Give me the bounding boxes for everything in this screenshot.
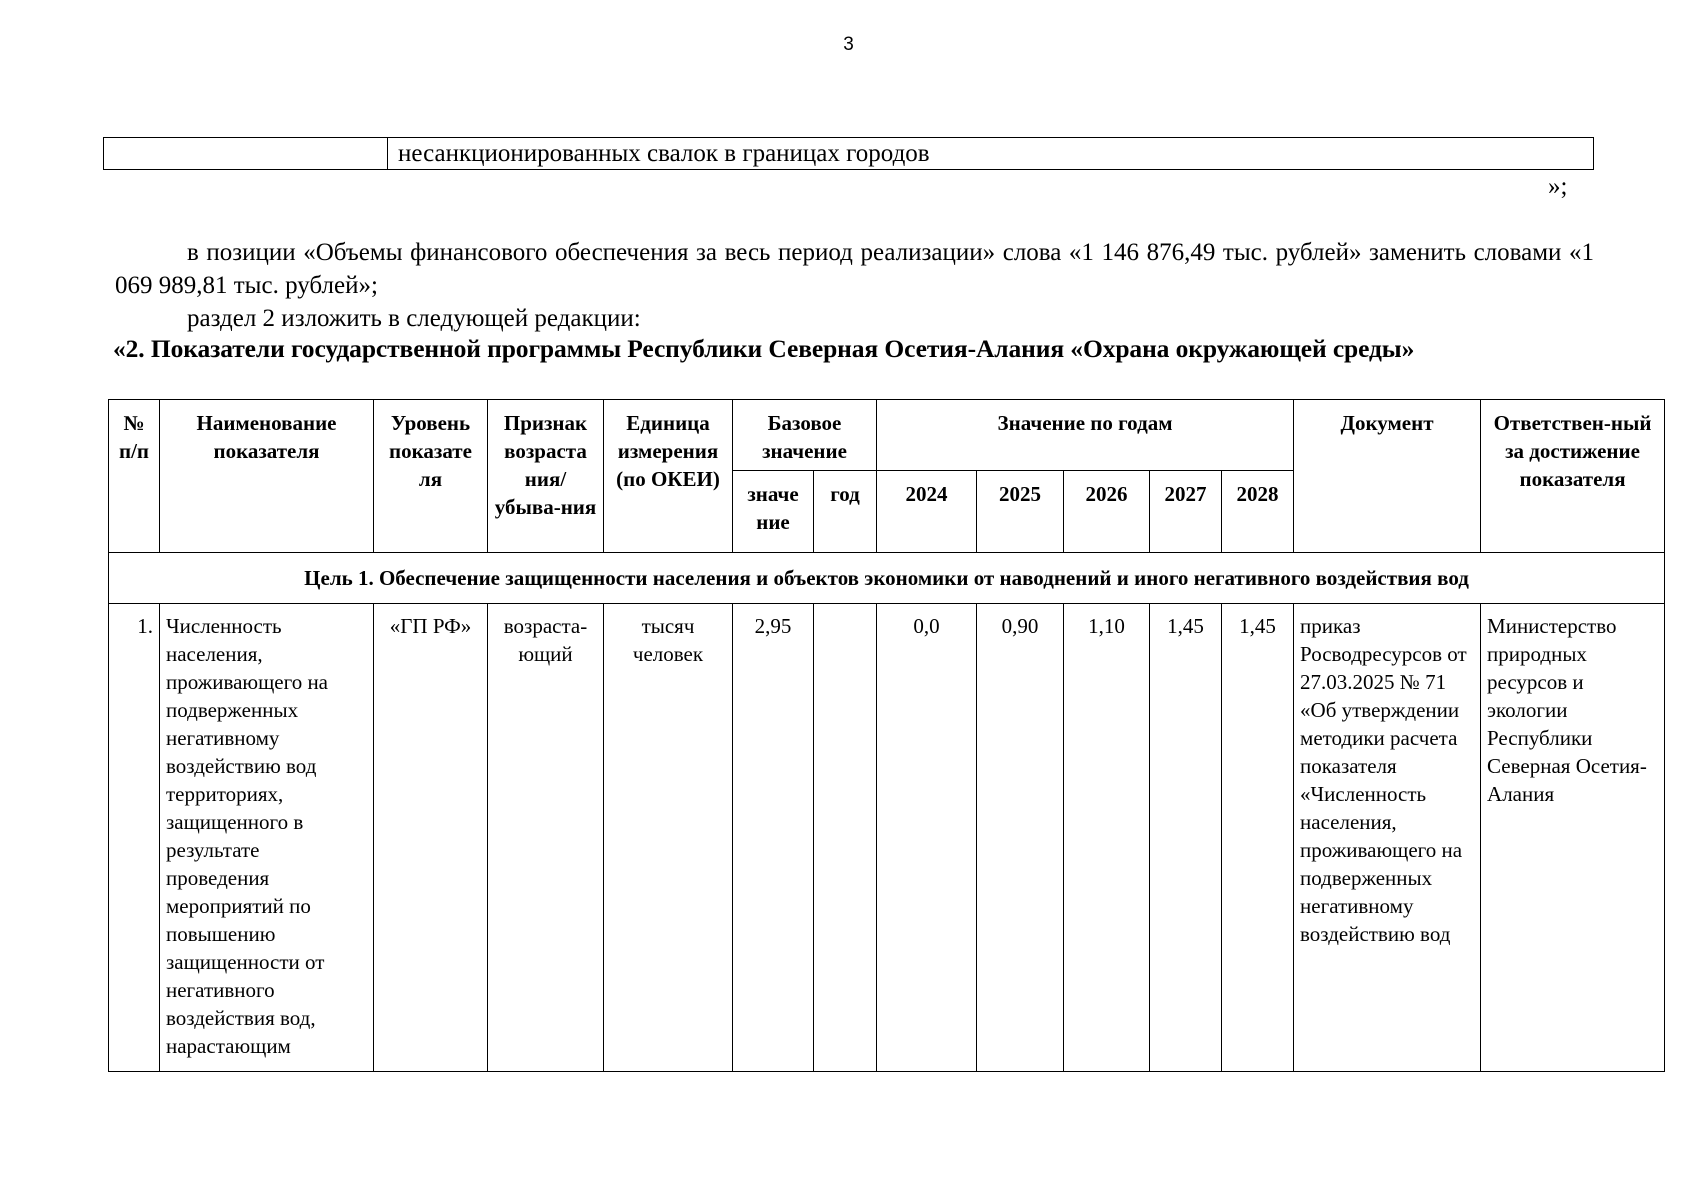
header-years-group: Значение по годам [877, 400, 1294, 471]
header-responsible: Ответствен-ный за достижение показателя [1481, 400, 1665, 553]
cell-value-2028: 1,45 [1222, 604, 1294, 1072]
indicators-table [108, 399, 1665, 1072]
cell-document: приказ Росводресурсов от 27.03.2025 № 71 «Об утверждении методики расчета показателя «Численность населения, проживающего на подверженных негативному воздействию вод [1294, 604, 1481, 1072]
header-year: 2027 [1150, 471, 1222, 553]
header-year: 2025 [977, 471, 1064, 553]
header-document: Документ [1294, 400, 1481, 553]
paragraph-financing: в позиции «Объемы финансового обеспечения за весь период реализации» слова «1 146 876,49 тыс. рублей» заменить словами «1 069 989,81 тыс. рублей»; [115, 239, 1594, 299]
cell-base-year [814, 604, 877, 1072]
cell-value-2027: 1,45 [1150, 604, 1222, 1072]
cell-unit: тысяч человек [604, 604, 733, 1072]
header-row [109, 400, 1665, 471]
header-year: 2028 [1222, 471, 1294, 553]
header-level: Уровень показате ля [374, 400, 488, 553]
cell-num: 1. [109, 604, 160, 1072]
section-heading: «2. Показатели государственной программы Республики Северная Осетия-Алания «Охрана окружающей среды» [113, 334, 1415, 363]
cell-value-2024: 0,0 [877, 604, 977, 1072]
header-name: Наименование показателя [160, 400, 374, 553]
paragraph-section-edit: раздел 2 изложить в следующей редакции: [187, 305, 641, 332]
cell-value-2025: 0,90 [977, 604, 1064, 1072]
continued-table [103, 137, 1594, 170]
cell-level: «ГП РФ» [374, 604, 488, 1072]
header-base-value: значе ние [733, 471, 814, 553]
table-row [109, 604, 1665, 1072]
goal-row [109, 553, 1665, 604]
closing-quote: »; [1548, 173, 1568, 200]
header-sign: Признак возраста ния/ убыва-ния [488, 400, 604, 553]
goal-cell: Цель 1. Обеспечение защищенности населения и объектов экономики от наводнений и иного негативного воздействия вод [109, 553, 1665, 604]
cell-base-value: 2,95 [733, 604, 814, 1072]
page-number: 3 [843, 34, 854, 55]
cell-value-2026: 1,10 [1064, 604, 1150, 1072]
header-unit: Единица измерения (по ОКЕИ) [604, 400, 733, 553]
table-cell: несанкционированных свалок в границах городов [388, 138, 1594, 170]
header-num: № п/п [109, 400, 160, 553]
header-year: 2024 [877, 471, 977, 553]
table-row [104, 138, 1594, 170]
cell-responsible: Министерство природных ресурсов и экологии Республики Северная Осетия-Алания [1481, 604, 1665, 1072]
header-base: Базовое значение [733, 400, 877, 471]
table-cell [104, 138, 388, 170]
header-year: 2026 [1064, 471, 1150, 553]
cell-sign: возраста-ющий [488, 604, 604, 1072]
cell-name: Численность населения, проживающего на подверженных негативному воздействию вод территориях, защищенного в результате проведения мероприятий по повышению защищенности от негативного воздействия вод, нарастающим [160, 604, 374, 1072]
header-base-year: год [814, 471, 877, 553]
